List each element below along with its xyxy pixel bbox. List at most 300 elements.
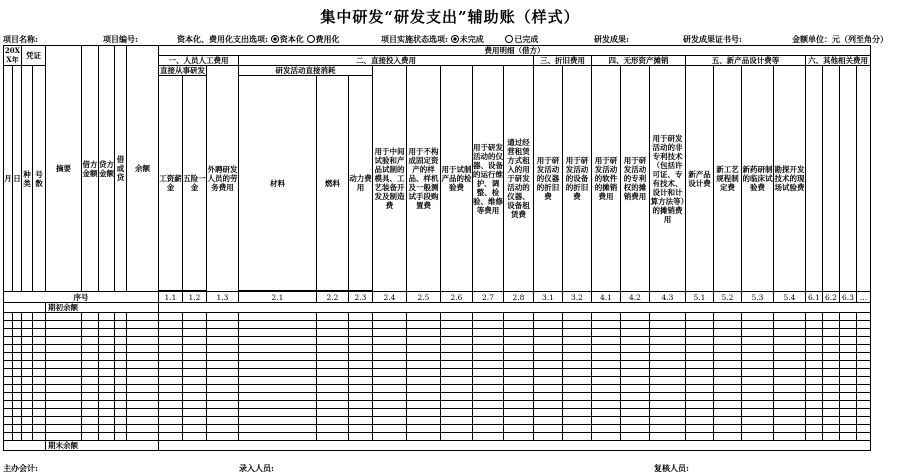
ledger-cell[interactable] bbox=[99, 345, 115, 353]
ledger-cell[interactable] bbox=[239, 329, 317, 337]
ledger-cell[interactable] bbox=[592, 369, 621, 377]
ledger-cell[interactable] bbox=[714, 393, 742, 401]
ledger-cell[interactable] bbox=[823, 353, 840, 361]
ledger-cell[interactable] bbox=[806, 369, 823, 377]
ledger-cell[interactable] bbox=[183, 337, 207, 345]
ledger-cell[interactable] bbox=[840, 409, 857, 417]
ledger-cell[interactable] bbox=[806, 329, 823, 337]
ledger-cell[interactable] bbox=[13, 337, 22, 345]
ledger-cell[interactable] bbox=[22, 433, 33, 441]
ledger-cell[interactable] bbox=[621, 345, 650, 353]
ledger-cell[interactable] bbox=[504, 401, 534, 409]
ledger-cell[interactable] bbox=[441, 361, 473, 369]
ledger-cell[interactable] bbox=[857, 313, 871, 321]
ledger-cell[interactable] bbox=[373, 345, 407, 353]
ledger-cell[interactable] bbox=[650, 433, 686, 441]
ledger-cell[interactable] bbox=[407, 337, 441, 345]
ledger-cell[interactable] bbox=[4, 433, 13, 441]
ledger-cell[interactable] bbox=[823, 329, 840, 337]
ledger-cell[interactable] bbox=[159, 345, 183, 353]
ledger-cell[interactable] bbox=[349, 401, 373, 409]
cap-option-1[interactable]: 资本化 bbox=[279, 34, 304, 44]
ledger-cell[interactable] bbox=[13, 401, 22, 409]
ledger-cell[interactable] bbox=[742, 401, 774, 409]
ledger-cell[interactable] bbox=[857, 425, 871, 433]
ledger-cell[interactable] bbox=[207, 417, 239, 425]
ledger-cell[interactable] bbox=[239, 417, 317, 425]
ledger-cell[interactable] bbox=[473, 393, 504, 401]
ledger-cell[interactable] bbox=[82, 417, 99, 425]
ledger-cell[interactable] bbox=[183, 321, 207, 329]
ledger-cell[interactable] bbox=[82, 313, 99, 321]
ledger-cell[interactable] bbox=[563, 337, 592, 345]
ledger-cell[interactable] bbox=[774, 433, 806, 441]
ledger-cell[interactable] bbox=[82, 329, 99, 337]
ledger-cell[interactable] bbox=[239, 425, 317, 433]
ledger-cell[interactable] bbox=[99, 313, 115, 321]
ledger-cell[interactable] bbox=[774, 329, 806, 337]
ledger-cell[interactable] bbox=[207, 425, 239, 433]
ledger-cell[interactable] bbox=[473, 329, 504, 337]
ledger-cell[interactable] bbox=[473, 369, 504, 377]
ledger-cell[interactable] bbox=[621, 433, 650, 441]
ledger-cell[interactable] bbox=[473, 433, 504, 441]
ledger-cell[interactable] bbox=[349, 393, 373, 401]
ledger-cell[interactable] bbox=[407, 385, 441, 393]
ledger-cell[interactable] bbox=[592, 345, 621, 353]
ledger-cell[interactable] bbox=[13, 321, 22, 329]
ledger-cell[interactable] bbox=[239, 433, 317, 441]
ledger-cell[interactable] bbox=[183, 361, 207, 369]
ledger-cell[interactable] bbox=[714, 369, 742, 377]
ledger-cell[interactable] bbox=[407, 393, 441, 401]
ledger-cell[interactable] bbox=[621, 401, 650, 409]
ledger-cell[interactable] bbox=[806, 409, 823, 417]
ledger-cell[interactable] bbox=[650, 313, 686, 321]
ledger-cell[interactable] bbox=[592, 401, 621, 409]
ledger-cell[interactable] bbox=[534, 385, 563, 393]
ledger-cell[interactable] bbox=[563, 433, 592, 441]
ledger-cell[interactable] bbox=[46, 433, 82, 441]
ledger-cell[interactable] bbox=[563, 313, 592, 321]
ledger-cell[interactable] bbox=[840, 393, 857, 401]
ledger-cell[interactable] bbox=[13, 409, 22, 417]
ledger-cell[interactable] bbox=[317, 353, 349, 361]
ledger-cell[interactable] bbox=[207, 401, 239, 409]
ledger-cell[interactable] bbox=[82, 345, 99, 353]
ledger-cell[interactable] bbox=[592, 417, 621, 425]
ledger-cell[interactable] bbox=[806, 425, 823, 433]
ledger-cell[interactable] bbox=[46, 313, 82, 321]
ledger-cell[interactable] bbox=[563, 353, 592, 361]
ledger-cell[interactable] bbox=[33, 353, 46, 361]
ledger-cell[interactable] bbox=[127, 433, 159, 441]
ledger-cell[interactable] bbox=[13, 313, 22, 321]
ledger-cell[interactable] bbox=[159, 313, 183, 321]
ledger-cell[interactable] bbox=[504, 425, 534, 433]
ledger-cell[interactable] bbox=[840, 329, 857, 337]
ledger-cell[interactable] bbox=[857, 353, 871, 361]
ledger-cell[interactable] bbox=[650, 369, 686, 377]
ledger-cell[interactable] bbox=[115, 385, 127, 393]
radio-empty-icon[interactable] bbox=[505, 35, 513, 43]
ledger-cell[interactable] bbox=[13, 385, 22, 393]
ledger-cell[interactable] bbox=[33, 377, 46, 385]
ledger-cell[interactable] bbox=[33, 385, 46, 393]
ledger-cell[interactable] bbox=[349, 329, 373, 337]
ledger-cell[interactable] bbox=[115, 409, 127, 417]
ledger-cell[interactable] bbox=[207, 329, 239, 337]
ledger-cell[interactable] bbox=[840, 385, 857, 393]
ledger-cell[interactable] bbox=[742, 409, 774, 417]
ledger-cell[interactable] bbox=[46, 353, 82, 361]
ledger-cell[interactable] bbox=[99, 329, 115, 337]
ledger-cell[interactable] bbox=[82, 361, 99, 369]
ledger-cell[interactable] bbox=[823, 361, 840, 369]
ledger-cell[interactable] bbox=[46, 321, 82, 329]
ledger-cell[interactable] bbox=[774, 401, 806, 409]
ledger-cell[interactable] bbox=[4, 409, 13, 417]
ledger-cell[interactable] bbox=[127, 345, 159, 353]
ledger-cell[interactable] bbox=[714, 385, 742, 393]
ledger-cell[interactable] bbox=[115, 369, 127, 377]
ledger-cell[interactable] bbox=[46, 369, 82, 377]
ledger-cell[interactable] bbox=[806, 377, 823, 385]
ledger-cell[interactable] bbox=[592, 321, 621, 329]
ledger-cell[interactable] bbox=[207, 433, 239, 441]
ledger-cell[interactable] bbox=[742, 433, 774, 441]
ledger-cell[interactable] bbox=[774, 409, 806, 417]
ledger-cell[interactable] bbox=[407, 313, 441, 321]
ledger-cell[interactable] bbox=[774, 353, 806, 361]
ledger-cell[interactable] bbox=[317, 425, 349, 433]
ledger-cell[interactable] bbox=[592, 329, 621, 337]
ledger-cell[interactable] bbox=[99, 369, 115, 377]
ledger-cell[interactable] bbox=[373, 409, 407, 417]
radio-empty-icon[interactable] bbox=[307, 35, 315, 43]
ledger-cell[interactable] bbox=[99, 409, 115, 417]
ledger-cell[interactable] bbox=[127, 337, 159, 345]
ledger-cell[interactable] bbox=[857, 337, 871, 345]
ledger-cell[interactable] bbox=[621, 353, 650, 361]
ledger-cell[interactable] bbox=[82, 353, 99, 361]
ledger-cell[interactable] bbox=[317, 393, 349, 401]
ledger-cell[interactable] bbox=[183, 425, 207, 433]
ledger-cell[interactable] bbox=[857, 369, 871, 377]
ledger-cell[interactable] bbox=[127, 353, 159, 361]
ledger-cell[interactable] bbox=[46, 409, 82, 417]
ledger-cell[interactable] bbox=[46, 361, 82, 369]
ledger-cell[interactable] bbox=[183, 345, 207, 353]
ledger-cell[interactable] bbox=[4, 329, 13, 337]
ledger-cell[interactable] bbox=[686, 433, 714, 441]
ledger-cell[interactable] bbox=[4, 337, 13, 345]
ledger-cell[interactable] bbox=[534, 393, 563, 401]
ledger-cell[interactable] bbox=[714, 329, 742, 337]
ledger-cell[interactable] bbox=[621, 425, 650, 433]
ledger-cell[interactable] bbox=[46, 393, 82, 401]
ledger-cell[interactable] bbox=[592, 433, 621, 441]
ledger-cell[interactable] bbox=[46, 401, 82, 409]
ledger-cell[interactable] bbox=[99, 417, 115, 425]
ledger-cell[interactable] bbox=[441, 321, 473, 329]
ledger-cell[interactable] bbox=[207, 377, 239, 385]
ledger-cell[interactable] bbox=[207, 345, 239, 353]
ledger-cell[interactable] bbox=[373, 425, 407, 433]
ledger-cell[interactable] bbox=[82, 393, 99, 401]
ledger-cell[interactable] bbox=[823, 417, 840, 425]
ledger-cell[interactable] bbox=[22, 345, 33, 353]
ledger-cell[interactable] bbox=[806, 385, 823, 393]
ledger-cell[interactable] bbox=[4, 425, 13, 433]
ledger-cell[interactable] bbox=[349, 353, 373, 361]
ledger-cell[interactable] bbox=[714, 425, 742, 433]
ledger-cell[interactable] bbox=[806, 401, 823, 409]
ledger-cell[interactable] bbox=[504, 361, 534, 369]
ledger-cell[interactable] bbox=[686, 425, 714, 433]
ledger-cell[interactable] bbox=[46, 329, 82, 337]
ledger-cell[interactable] bbox=[592, 385, 621, 393]
ledger-cell[interactable] bbox=[407, 417, 441, 425]
ledger-cell[interactable] bbox=[857, 433, 871, 441]
ledger-cell[interactable] bbox=[504, 329, 534, 337]
ledger-cell[interactable] bbox=[650, 409, 686, 417]
ledger-cell[interactable] bbox=[22, 313, 33, 321]
ledger-cell[interactable] bbox=[13, 361, 22, 369]
ledger-cell[interactable] bbox=[534, 321, 563, 329]
ledger-cell[interactable] bbox=[742, 337, 774, 345]
ledger-cell[interactable] bbox=[159, 425, 183, 433]
ledger-cell[interactable] bbox=[534, 369, 563, 377]
ledger-cell[interactable] bbox=[99, 361, 115, 369]
ledger-cell[interactable] bbox=[239, 369, 317, 377]
ledger-cell[interactable] bbox=[857, 401, 871, 409]
ledger-cell[interactable] bbox=[441, 409, 473, 417]
ledger-cell[interactable] bbox=[33, 393, 46, 401]
ledger-cell[interactable] bbox=[4, 401, 13, 409]
ledger-cell[interactable] bbox=[82, 409, 99, 417]
ledger-cell[interactable] bbox=[33, 361, 46, 369]
ledger-cell[interactable] bbox=[714, 377, 742, 385]
ledger-cell[interactable] bbox=[806, 345, 823, 353]
ledger-cell[interactable] bbox=[806, 433, 823, 441]
ledger-cell[interactable] bbox=[840, 321, 857, 329]
ledger-cell[interactable] bbox=[159, 401, 183, 409]
ledger-cell[interactable] bbox=[373, 401, 407, 409]
ledger-cell[interactable] bbox=[686, 369, 714, 377]
ledger-cell[interactable] bbox=[22, 385, 33, 393]
ledger-cell[interactable] bbox=[317, 329, 349, 337]
ledger-cell[interactable] bbox=[650, 353, 686, 361]
ledger-cell[interactable] bbox=[13, 425, 22, 433]
ledger-cell[interactable] bbox=[621, 313, 650, 321]
ledger-cell[interactable] bbox=[806, 361, 823, 369]
ledger-cell[interactable] bbox=[82, 377, 99, 385]
ledger-cell[interactable] bbox=[239, 361, 317, 369]
ledger-cell[interactable] bbox=[183, 393, 207, 401]
ledger-cell[interactable] bbox=[592, 337, 621, 345]
ledger-cell[interactable] bbox=[22, 353, 33, 361]
ledger-cell[interactable] bbox=[373, 321, 407, 329]
ledger-cell[interactable] bbox=[239, 385, 317, 393]
ledger-cell[interactable] bbox=[621, 369, 650, 377]
ledger-cell[interactable] bbox=[742, 329, 774, 337]
ledger-cell[interactable] bbox=[563, 329, 592, 337]
ledger-cell[interactable] bbox=[592, 361, 621, 369]
ledger-cell[interactable] bbox=[534, 417, 563, 425]
ledger-cell[interactable] bbox=[407, 409, 441, 417]
ledger-cell[interactable] bbox=[504, 377, 534, 385]
ledger-cell[interactable] bbox=[115, 345, 127, 353]
ledger-cell[interactable] bbox=[4, 377, 13, 385]
ledger-cell[interactable] bbox=[441, 393, 473, 401]
ledger-cell[interactable] bbox=[207, 321, 239, 329]
ledger-cell[interactable] bbox=[115, 337, 127, 345]
ledger-cell[interactable] bbox=[373, 361, 407, 369]
ledger-cell[interactable] bbox=[504, 409, 534, 417]
ledger-cell[interactable] bbox=[349, 337, 373, 345]
ledger-cell[interactable] bbox=[407, 401, 441, 409]
ledger-cell[interactable] bbox=[22, 425, 33, 433]
ledger-cell[interactable] bbox=[504, 433, 534, 441]
ledger-cell[interactable] bbox=[823, 337, 840, 345]
ledger-cell[interactable] bbox=[621, 409, 650, 417]
ledger-cell[interactable] bbox=[857, 361, 871, 369]
ledger-cell[interactable] bbox=[534, 377, 563, 385]
ledger-cell[interactable] bbox=[621, 361, 650, 369]
ledger-cell[interactable] bbox=[806, 353, 823, 361]
cap-option-2[interactable]: 费用化 bbox=[315, 34, 340, 44]
ledger-cell[interactable] bbox=[127, 393, 159, 401]
ledger-cell[interactable] bbox=[806, 321, 823, 329]
ledger-cell[interactable] bbox=[686, 345, 714, 353]
ledger-cell[interactable] bbox=[4, 321, 13, 329]
ledger-cell[interactable] bbox=[686, 329, 714, 337]
ledger-cell[interactable] bbox=[373, 313, 407, 321]
ledger-cell[interactable] bbox=[650, 385, 686, 393]
ledger-cell[interactable] bbox=[159, 393, 183, 401]
ledger-cell[interactable] bbox=[207, 337, 239, 345]
ledger-cell[interactable] bbox=[407, 433, 441, 441]
ledger-cell[interactable] bbox=[317, 409, 349, 417]
ledger-cell[interactable] bbox=[840, 361, 857, 369]
ledger-cell[interactable] bbox=[407, 345, 441, 353]
ledger-cell[interactable] bbox=[159, 353, 183, 361]
ledger-cell[interactable] bbox=[317, 313, 349, 321]
ledger-cell[interactable] bbox=[373, 385, 407, 393]
ledger-cell[interactable] bbox=[441, 337, 473, 345]
ledger-cell[interactable] bbox=[33, 409, 46, 417]
ledger-cell[interactable] bbox=[441, 425, 473, 433]
ledger-cell[interactable] bbox=[407, 369, 441, 377]
status-option-2[interactable]: 已完成 bbox=[514, 34, 539, 44]
ledger-cell[interactable] bbox=[441, 329, 473, 337]
ledger-cell[interactable] bbox=[563, 369, 592, 377]
ledger-cell[interactable] bbox=[686, 377, 714, 385]
ledger-cell[interactable] bbox=[13, 393, 22, 401]
ledger-cell[interactable] bbox=[407, 361, 441, 369]
ledger-cell[interactable] bbox=[183, 433, 207, 441]
ledger-cell[interactable] bbox=[115, 425, 127, 433]
ledger-cell[interactable] bbox=[207, 369, 239, 377]
ledger-cell[interactable] bbox=[99, 433, 115, 441]
ledger-cell[interactable] bbox=[127, 369, 159, 377]
ledger-cell[interactable] bbox=[650, 329, 686, 337]
ledger-cell[interactable] bbox=[373, 433, 407, 441]
ledger-cell[interactable] bbox=[840, 353, 857, 361]
ledger-cell[interactable] bbox=[686, 401, 714, 409]
ledger-cell[interactable] bbox=[373, 353, 407, 361]
ledger-cell[interactable] bbox=[774, 369, 806, 377]
ledger-cell[interactable] bbox=[563, 393, 592, 401]
ledger-cell[interactable] bbox=[373, 337, 407, 345]
ledger-cell[interactable] bbox=[99, 425, 115, 433]
ledger-cell[interactable] bbox=[592, 313, 621, 321]
ledger-cell[interactable] bbox=[823, 401, 840, 409]
ledger-cell[interactable] bbox=[714, 353, 742, 361]
ledger-cell[interactable] bbox=[349, 321, 373, 329]
ledger-cell[interactable] bbox=[407, 425, 441, 433]
ledger-cell[interactable] bbox=[4, 417, 13, 425]
ledger-cell[interactable] bbox=[33, 425, 46, 433]
ledger-cell[interactable] bbox=[373, 377, 407, 385]
ledger-cell[interactable] bbox=[714, 417, 742, 425]
ledger-cell[interactable] bbox=[33, 313, 46, 321]
ledger-cell[interactable] bbox=[592, 393, 621, 401]
ledger-cell[interactable] bbox=[317, 433, 349, 441]
ledger-cell[interactable] bbox=[840, 377, 857, 385]
ledger-cell[interactable] bbox=[159, 321, 183, 329]
ledger-cell[interactable] bbox=[207, 385, 239, 393]
ledger-cell[interactable] bbox=[22, 393, 33, 401]
ledger-cell[interactable] bbox=[183, 353, 207, 361]
ledger-cell[interactable] bbox=[823, 345, 840, 353]
status-option-1[interactable]: 未完成 bbox=[459, 34, 484, 44]
ledger-cell[interactable] bbox=[33, 433, 46, 441]
ledger-cell[interactable] bbox=[742, 369, 774, 377]
ledger-cell[interactable] bbox=[650, 321, 686, 329]
ledger-cell[interactable] bbox=[33, 369, 46, 377]
ledger-cell[interactable] bbox=[239, 401, 317, 409]
ledger-cell[interactable] bbox=[349, 361, 373, 369]
ledger-cell[interactable] bbox=[207, 409, 239, 417]
ledger-cell[interactable] bbox=[159, 417, 183, 425]
ledger-cell[interactable] bbox=[13, 345, 22, 353]
ledger-cell[interactable] bbox=[317, 401, 349, 409]
ledger-cell[interactable] bbox=[33, 417, 46, 425]
ledger-cell[interactable] bbox=[686, 321, 714, 329]
ledger-cell[interactable] bbox=[13, 329, 22, 337]
ledger-cell[interactable] bbox=[621, 417, 650, 425]
ledger-cell[interactable] bbox=[407, 321, 441, 329]
ledger-cell[interactable] bbox=[127, 417, 159, 425]
ledger-cell[interactable] bbox=[592, 409, 621, 417]
ledger-cell[interactable] bbox=[742, 385, 774, 393]
ledger-cell[interactable] bbox=[207, 361, 239, 369]
ledger-cell[interactable] bbox=[33, 337, 46, 345]
ledger-cell[interactable] bbox=[857, 385, 871, 393]
ledger-cell[interactable] bbox=[621, 337, 650, 345]
ledger-cell[interactable] bbox=[686, 361, 714, 369]
ledger-cell[interactable] bbox=[840, 345, 857, 353]
ledger-cell[interactable] bbox=[22, 337, 33, 345]
ledger-cell[interactable] bbox=[534, 353, 563, 361]
ledger-cell[interactable] bbox=[473, 425, 504, 433]
ledger-cell[interactable] bbox=[650, 361, 686, 369]
ledger-cell[interactable] bbox=[22, 329, 33, 337]
ledger-cell[interactable] bbox=[82, 369, 99, 377]
ledger-cell[interactable] bbox=[534, 401, 563, 409]
